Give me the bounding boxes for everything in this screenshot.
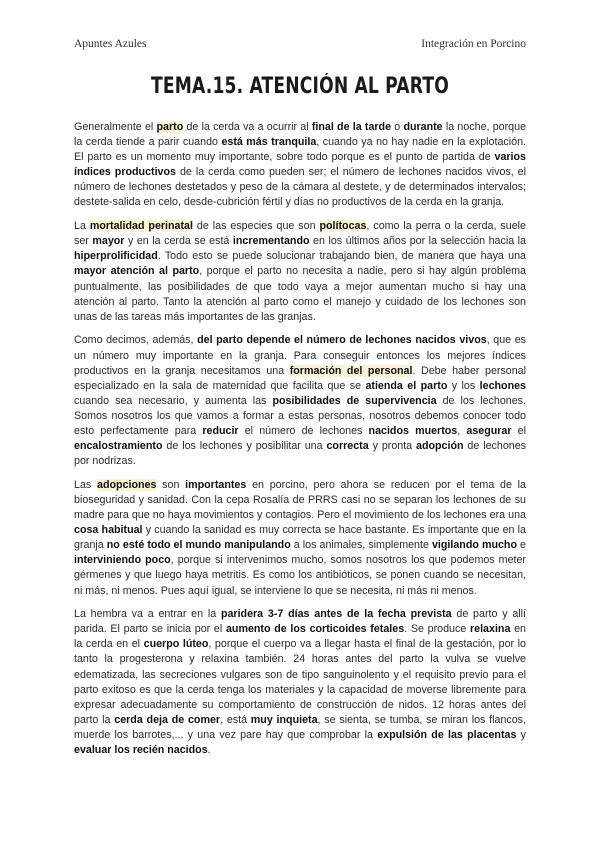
text-run: La	[74, 220, 90, 233]
text-run: ,	[457, 424, 467, 437]
highlighted-term: adopciones	[97, 478, 157, 491]
bold-term: incrementando	[232, 235, 310, 248]
text-run: , cuando ya no hay nadie en la explotación. El parto es un momento muy importante, sobre todo porque es el punto de partida de	[74, 136, 526, 164]
bold-term: final de la tarde	[311, 121, 392, 133]
bold-term: vigilando mucho	[431, 539, 517, 552]
text-run: o	[391, 121, 404, 133]
text-run: , se sienta, se tumba, se miran los flancos, muerde los barrotes,... y una vez pare hay que comprobar la	[74, 713, 526, 741]
bold-term: hiperprolificidad	[74, 250, 158, 263]
bold-term: mayor atención al parto	[74, 265, 200, 278]
bold-term: interviniendo poco	[74, 554, 171, 567]
text-run: a los animales, simplemente	[290, 539, 432, 552]
text-run: de la cerda va a ocurrir al	[183, 121, 312, 133]
paragraph-4	[74, 478, 526, 599]
text-run: y en la cerda se está	[124, 235, 233, 248]
document-body	[74, 120, 526, 767]
bold-term: expulsión de las placentas	[377, 728, 517, 741]
bold-term: importantes	[185, 478, 247, 491]
text-run: . Todo esto se puede solucionar trabajando bien, de manera que haya una	[157, 250, 526, 263]
text-run: en los últimos años por la selección hacia la	[309, 235, 526, 248]
text-run: Generalmente el	[74, 121, 157, 133]
text-run: el	[511, 424, 526, 437]
bold-term: nacidos muertos	[368, 424, 458, 437]
bold-term: mayor	[92, 235, 125, 248]
bold-term: lechones	[479, 379, 526, 392]
text-run: de los lechones. Somos nosotros los que vamos a formar a estas personas, nosotros debemos conocer todo esto perfectamente para	[74, 394, 526, 437]
bold-term: está más tranquila	[221, 136, 317, 149]
text-run: , está	[220, 713, 251, 726]
paragraph-2	[74, 219, 526, 325]
text-run: . Debe haber personal especializado en la sala de maternidad que facilita que se	[74, 364, 526, 392]
text-run: Como decimos, además,	[74, 334, 198, 347]
bold-term: cerda deja de comer	[114, 713, 221, 726]
text-run: y pronta	[368, 440, 417, 453]
bold-term: paridera 3-7 días antes de la fecha prevista	[220, 608, 452, 621]
bold-term: asegurar	[466, 424, 512, 437]
text-run: , porque si intervenimos mucho, somos nosotros los que podemos meter gérmenes y que luego haya metritis. Es como los antibióticos, se ponen cuando se necesitan, ni más, ni menos. Pues aquí igual, se interviene lo que se necesita, ni más ni menos.	[74, 554, 526, 597]
text-run: en porcino, pero ahora se reducen por el tema de la bioseguridad y sanidad. Con la cepa Rosalía de PRRS casi no se separan los lechones de su madre para que no haya movimientos y contagios. Pero el movimiento de los lechones era una	[74, 478, 526, 522]
text-run: . Se produce	[404, 623, 470, 636]
highlighted-term: polítocas	[319, 220, 367, 233]
highlighted-term: parto	[156, 121, 184, 133]
text-run: La hembra va a entrar en la	[74, 608, 221, 621]
bold-term: del parto depende el número de lechones nacidos vivos	[197, 334, 487, 347]
text-run: , como la perra o la cerda, suele ser	[74, 220, 526, 248]
bold-term: muy inquieta	[250, 713, 318, 726]
bold-term: aumento de los corticoides fetales	[225, 623, 405, 636]
text-run: y los	[447, 379, 480, 392]
text-run: el número de lechones	[238, 424, 369, 437]
bold-term: reducir	[202, 424, 239, 437]
bold-term: posibilidades de supervivencia	[272, 394, 437, 407]
text-run: de lechones por nodrizas.	[74, 440, 527, 468]
text-run: de la cerda como pueden ser; el número de lechones nacidos vivos, el número de lechones destetados y peso de la cámara al destete, y de determinados intervalos; destete-salida en celo, desde-cubrición fértil y días no productivos de la cerda en la granja.	[74, 166, 526, 209]
bold-term: no esté todo el mundo manipulando	[106, 539, 291, 552]
bold-term: cuerpo lúteo	[143, 638, 209, 651]
text-run: la noche, porque la cerda tiende a parir cuando	[74, 121, 527, 149]
text-run: y cuando la sanidad es muy correcta se hace bastante. Es importante que en la granja	[74, 524, 526, 552]
paragraph-5	[74, 607, 526, 758]
highlighted-term: formación del personal	[289, 364, 413, 377]
bold-term: varios índices productivos	[74, 151, 526, 179]
highlighted-term: mortalidad perinatal	[89, 220, 193, 233]
bold-term: evaluar los recién nacidos	[74, 744, 208, 757]
bold-term: encalostramiento	[74, 440, 163, 453]
text-run: , porque el cuerpo va a llegar hasta el final de la gestación, por lo tanto la progesterona y relaxina también. 24 horas antes del parto la vulva se vuelve edematizada, las secreciones vulgares son de tipo sanguinolento y el requisito previo para el parto exitoso es que la cerda tenga los materiales y la capacidad de moverse libremente para expresar adecuadamente su comportamiento de construcción de nidos. 12 horas antes del parto la	[74, 638, 526, 726]
text-run: en la cerda en el	[74, 623, 526, 651]
text-run: , porque el parto no necesita a nadie, pero si hay algún problema puntualmente, las posibilidades de que todo vaya a mejor aumentan mucho si hay una atención al parto. Tanto la atención al parto como el manejo y cuidado de los lechones son unas de las tareas más importantes de las granjas.	[74, 265, 526, 323]
header-right-text: Integración en Porcino	[421, 38, 526, 50]
text-run: e	[516, 539, 526, 552]
text-run: de parto y allí parida. El parto se inicia por el	[74, 608, 526, 636]
bold-term: adopción	[416, 440, 464, 453]
bold-term: atienda el parto	[365, 379, 448, 392]
paragraph-3	[74, 333, 526, 469]
page-header	[74, 38, 526, 50]
text-run: Las	[74, 478, 97, 491]
text-run: cuando sea necesario, y aumenta las	[74, 394, 273, 407]
paragraph-1	[74, 120, 526, 211]
text-run: , que es un número muy importante en la granja. Para conseguir entonces los mejores índices productivos en la granja necesitamos una	[74, 334, 526, 377]
text-run: son	[156, 478, 186, 491]
text-run: de las especies que son	[192, 220, 320, 233]
bold-term: relaxina	[469, 623, 511, 636]
header-left-text: Apuntes Azules	[74, 38, 147, 50]
bold-term: cosa habitual	[74, 524, 143, 537]
bold-term: correcta	[326, 440, 369, 453]
text-run: .	[207, 744, 211, 757]
page-title: TEMA.15. ATENCIÓN AL PARTO	[151, 74, 449, 99]
text-run: de los lechones y posibilitar una	[162, 440, 327, 453]
text-run: y	[516, 728, 526, 741]
bold-term: durante	[403, 121, 443, 133]
